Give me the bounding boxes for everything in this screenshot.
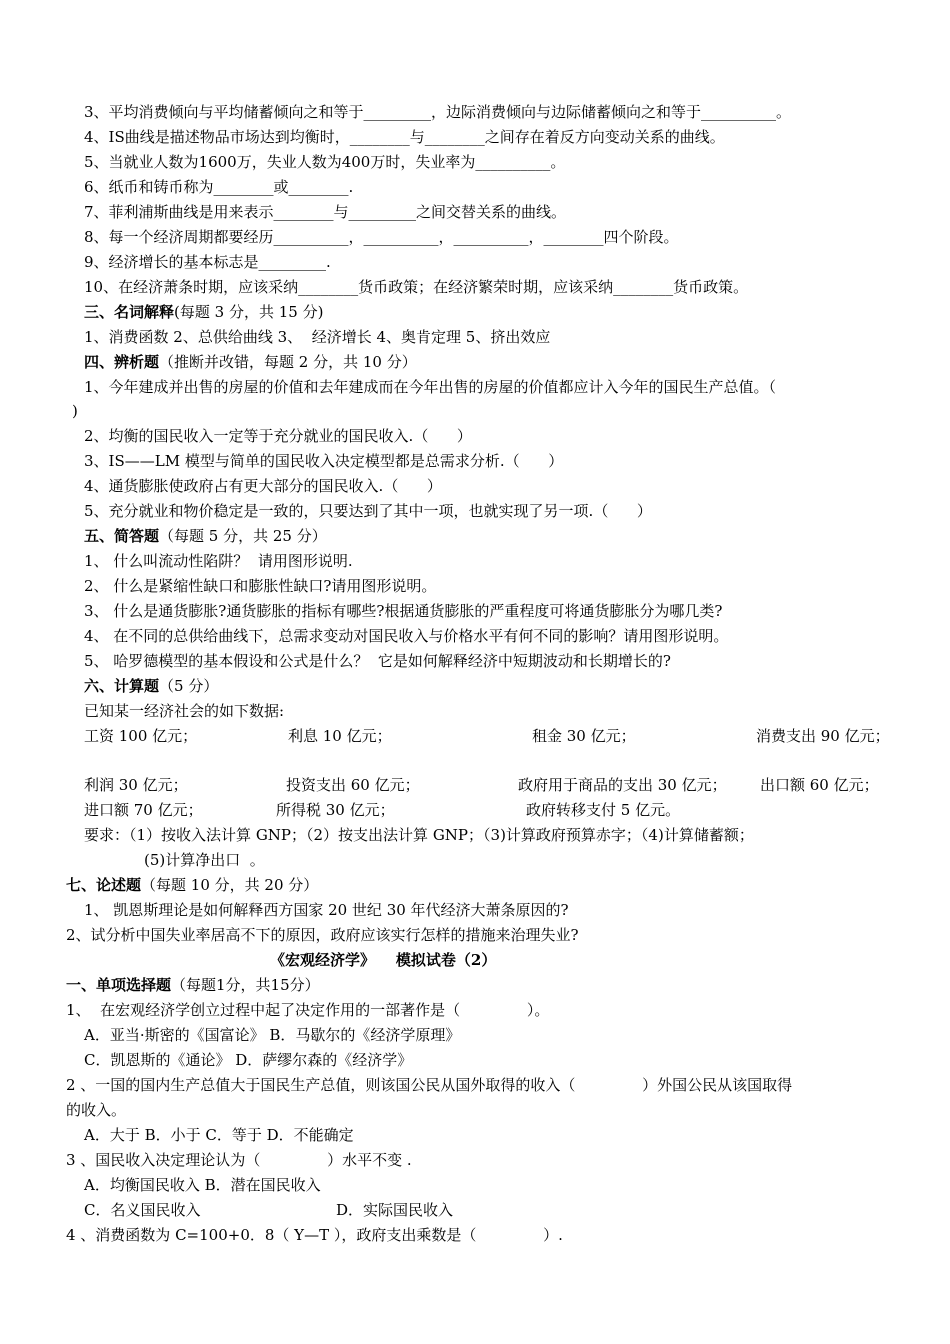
question-1-options-ab: A．亚当·斯密的《国富论》 B．马歇尔的《经济学原理》 [84, 1026, 461, 1044]
question-1-options-cd: C．凯恩斯的《通论》 D．萨缪尔森的《经济学》 [84, 1051, 413, 1069]
section-5-header [84, 526, 327, 546]
section-5-heading: 五、简答题 [84, 527, 160, 545]
exam-2-title: 《宏观经济学》 模拟试卷（2） [270, 951, 497, 969]
section-4-item-4: 4、通货膨胀使政府占有更大部分的国民收入.（ ） [84, 477, 442, 495]
section-6-note: （5 分） [159, 677, 219, 695]
question-1: 1、 在宏观经济学创立过程中起了决定作用的一部著作是（ ）。 [66, 1001, 550, 1019]
section-7-header [66, 875, 318, 895]
fill-item-7: 7、菲利浦斯曲线是用来表示________与_________之间交替关系的曲线。 [84, 203, 567, 221]
section-6-heading: 六、计算题 [84, 677, 160, 695]
data-import: 进口额 70 亿元； [84, 801, 203, 819]
section-6-intro: 已知某一经济社会的如下数据: [84, 702, 285, 720]
exam-2-section-1-header [66, 975, 320, 995]
question-3-options-ab: A．均衡国民收入 B．潜在国民收入 [84, 1176, 321, 1194]
fill-item-5: 5、当就业人数为1600万，失业人数为400万时，失业率为__________。 [84, 153, 566, 171]
section-4-item-1: 1、今年建成并出售的房屋的价值和去年建成而在今年出售的房屋的价值都应计入今年的国民生产总值。（ [84, 378, 777, 396]
question-3-option-d: D．实际国民收入 [336, 1201, 454, 1219]
section-5-item-2: 2、 什么是紧缩性缺口和膨胀性缺口?请用图形说明。 [84, 577, 437, 595]
section-5-item-3: 3、 什么是通货膨胀?通货膨胀的指标有哪些?根据通货膨胀的严重程度可将通货膨胀分为哪几类? [84, 602, 723, 620]
section-5-note: （每题 5 分，共 25 分） [159, 527, 327, 545]
data-interest: 利息 10 亿元； [288, 727, 392, 745]
data-transfer: 政府转移支付 5 亿元。 [526, 801, 681, 819]
question-2-cont: 的收入。 [66, 1101, 127, 1119]
section-5-item-4: 4、 在不同的总供给曲线下，总需求变动对国民收入与价格水平有何不同的影响？请用图形说明。 [84, 627, 729, 645]
section-4-item-1-cont: ) [72, 402, 78, 420]
section-4-header [84, 352, 417, 372]
data-income-tax: 所得税 30 亿元； [276, 801, 395, 819]
section-4-heading: 四、辨析题 [84, 353, 160, 371]
section-6-header [84, 676, 218, 696]
question-4: 4 、消费函数为 C=100+0．8（ Y—T ），政府支出乘数是（ ）. [66, 1226, 563, 1244]
question-3-option-c: C．名义国民收入 [84, 1201, 201, 1219]
data-profit: 利润 30 亿元； [84, 776, 188, 794]
section-4-item-3: 3、IS——LM 模型与简单的国民收入决定模型都是总需求分析.（ ） [84, 452, 564, 470]
data-gov-purchase: 政府用于商品的支出 30 亿元； [518, 776, 727, 794]
question-2-options: A．大于 B．小于 C．等于 D．不能确定 [84, 1126, 354, 1144]
data-investment: 投资支出 60 亿元； [286, 776, 420, 794]
section-4-item-2: 2、均衡的国民收入一定等于充分就业的国民收入.（ ） [84, 427, 472, 445]
fill-item-6: 6、纸币和铸币称为________或________. [84, 178, 354, 196]
section-4-note: （推断并改错，每题 2 分，共 10 分） [159, 353, 417, 371]
data-wage: 工资 100 亿元； [84, 727, 198, 745]
section-7-heading: 七、论述题 [66, 876, 142, 894]
section-6-requirements: 要求：（1）按收入法计算 GNP；（2）按支出法计算 GNP；（3)计算政府预算赤字；（4)计算储蓄额； [84, 826, 754, 844]
fill-item-4: 4、IS曲线是描述物品市场达到均衡时，________与________之间存在着反方向变动关系的曲线。 [84, 128, 725, 146]
section-3-header [84, 302, 323, 322]
data-consumption: 消费支出 90 亿元； [756, 727, 890, 745]
fill-item-9: 9、经济增长的基本标志是_________. [84, 253, 331, 271]
section-3-heading: 三、名词解释 [84, 303, 175, 321]
question-3: 3 、国民收入决定理论认为（ ）水平不变 . [66, 1151, 412, 1169]
exam-2-section-1-note: （每题1分，共15分） [171, 976, 320, 994]
section-6-requirements-cont: (5)计算净出口 。 [144, 851, 265, 869]
fill-item-8: 8、每一个经济周期都要经历__________，__________，__________，________四个阶段。 [84, 228, 679, 246]
section-3-note: (每题 3 分，共 15 分) [174, 303, 324, 321]
section-7-item-2: 2、试分析中国失业率居高不下的原因，政府应该实行怎样的措施来治理失业? [66, 926, 579, 944]
data-export: 出口额 60 亿元； [760, 776, 879, 794]
fill-item-3: 3、平均消费倾向与平均储蓄倾向之和等于_________，边际消费倾向与边际储蓄倾向之和等于__________。 [84, 103, 792, 121]
section-5-item-5: 5、 哈罗德模型的基本假设和公式是什么？ 它是如何解释经济中短期波动和长期增长的? [84, 652, 671, 670]
data-rent: 租金 30 亿元； [532, 727, 636, 745]
fill-item-10: 10、在经济萧条时期，应该采纳________货币政策；在经济繁荣时期，应该采纳________货币政策。 [84, 278, 749, 296]
question-2: 2 、一国的国内生产总值大于国民生产总值，则该国公民从国外取得的收入（ ）外国公民从该国取得 [66, 1076, 793, 1094]
section-4-item-5: 5、充分就业和物价稳定是一致的，只要达到了其中一项，也就实现了另一项.（ ） [84, 502, 652, 520]
exam-2-section-1-heading: 一、单项选择题 [66, 976, 172, 994]
section-5-item-1: 1、 什么叫流动性陷阱？ 请用图形说明. [84, 552, 353, 570]
section-7-item-1: 1、 凯恩斯理论是如何解释西方国家 20 世纪 30 年代经济大萧条原因的? [84, 901, 569, 919]
section-7-note: （每题 10 分，共 20 分） [141, 876, 319, 894]
section-3-items: 1、消费函数 2、总供给曲线 3、 经济增长 4、奥肯定理 5、挤出效应 [84, 328, 551, 346]
